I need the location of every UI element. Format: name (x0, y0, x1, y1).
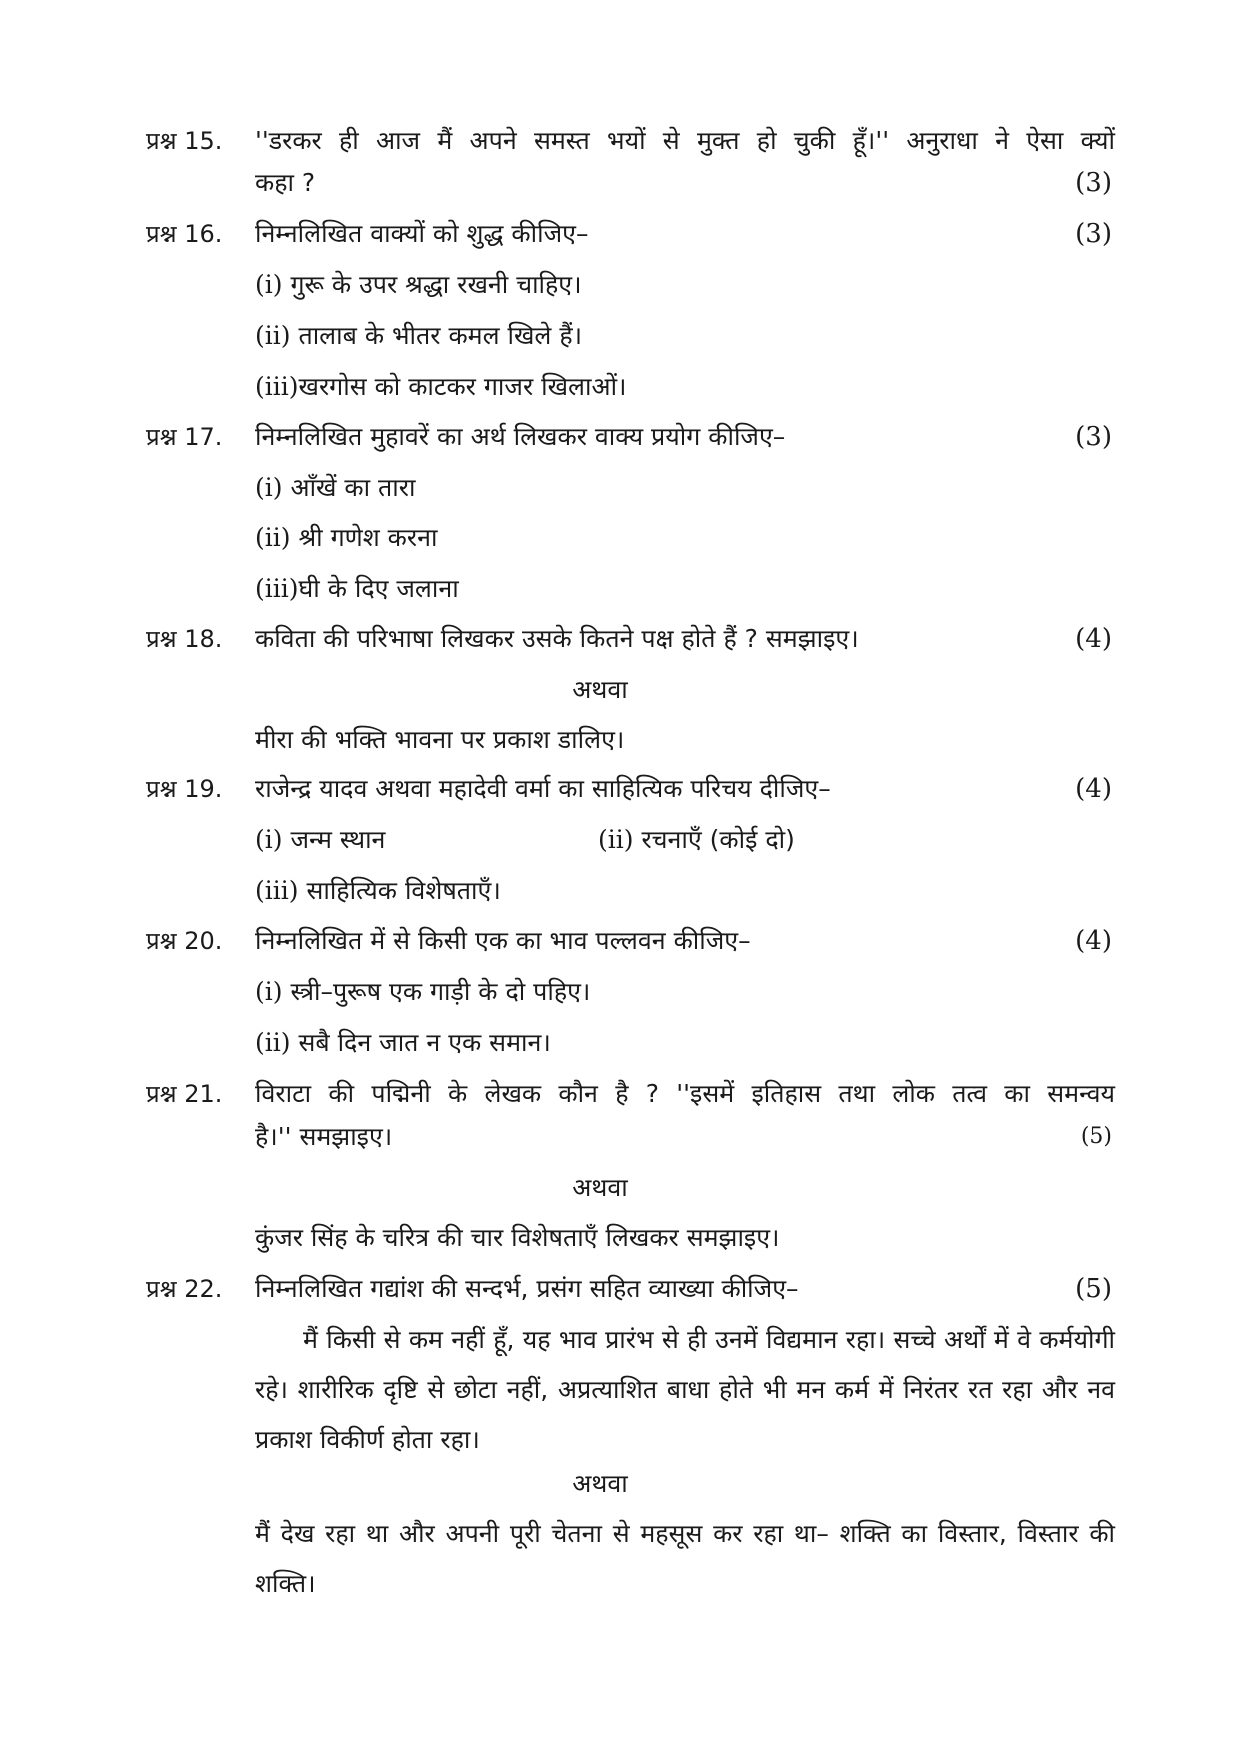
question-number-21: प्रश्न 21. (146, 1080, 223, 1108)
question-19-marks: (4) (1075, 774, 1112, 804)
question-number-15: प्रश्न 15. (146, 127, 223, 155)
question-16-item: (iii)खरगोस को काटकर गाजर खिलाओं। (255, 372, 627, 401)
question-21-marks: (5) (1080, 1124, 1112, 1149)
question-17-text: निम्नलिखित मुहावरें का अर्थ लिखकर वाक्य प्रयोग कीजिए– (255, 422, 786, 451)
question-number-19: प्रश्न 19. (146, 775, 223, 803)
question-20-text: निम्नलिखित में से किसी एक का भाव पल्लवन कीजिए– (255, 926, 751, 955)
question-16-text: निम्नलिखित वाक्यों को शुद्ध कीजिए– (255, 219, 589, 248)
question-22-alternative-passage: मैं देख रहा था और अपनी पूरी चेतना से महसूस कर रहा था– शक्ति का विस्तार, विस्तार की शक्ति। (255, 1519, 1115, 1598)
question-number-20: प्रश्न 20. (146, 927, 223, 955)
question-16-marks: (3) (1075, 219, 1112, 249)
question-15-marks: (3) (1075, 168, 1112, 198)
question-17-item: (iii)घी के दिए जलाना (255, 574, 459, 603)
question-number-16: प्रश्न 16. (146, 220, 223, 248)
question-number-18: प्रश्न 18. (146, 625, 223, 653)
question-22-passage: मैं किसी से कम नहीं हूँ, यह भाव प्रारंभ से ही उनमें विद्यमान रहा। सच्चे अर्थों में वे कर्मयोगी रहे। शारीरिक दृष्टि से छोटा नहीं, अप्रत्याशित बाधा होते भी मन कर्म में निरंतर रत रहा और नव प्रकाश विकीर्ण होता रहा। (255, 1325, 1115, 1454)
question-15-text-line2: कहा ? (255, 168, 316, 197)
question-18-text: कविता की परिभाषा लिखकर उसके कितने पक्ष होते हैं ? समझाइए। (255, 624, 859, 653)
question-19-item: (iii) साहित्यिक विशेषताएँ। (255, 876, 501, 905)
question-number-22: प्रश्न 22. (146, 1275, 223, 1303)
question-20-marks: (4) (1075, 926, 1112, 956)
question-16-item: (i) गुरू के उपर श्रद्धा रखनी चाहिए। (255, 270, 582, 299)
question-20-item: (ii) सबै दिन जात न एक समान। (255, 1028, 551, 1057)
question-20-item: (i) स्त्री–पुरूष एक गाड़ी के दो पहिए। (255, 977, 591, 1006)
question-19-item: (ii) रचनाएँ (कोई दो) (598, 825, 795, 854)
question-16-item: (ii) तालाब के भीतर कमल खिले हैं। (255, 321, 583, 350)
question-number-17: प्रश्न 17. (146, 423, 223, 451)
or-separator: अथवा (572, 1173, 628, 1202)
question-22-text: निम्नलिखित गद्यांश की सन्दर्भ, प्रसंग सहित व्याख्या कीजिए– (255, 1274, 799, 1303)
question-17-item: (ii) श्री गणेश करना (255, 523, 438, 552)
question-19-text: राजेन्द्र यादव अथवा महादेवी वर्मा का साहित्यिक परिचय दीजिए– (255, 774, 831, 803)
question-17-item: (i) आँखें का तारा (255, 473, 416, 502)
or-separator: अथवा (572, 675, 628, 704)
or-separator: अथवा (572, 1469, 628, 1498)
question-21-text-line1: विराटा की पद्मिनी के लेखक कौन है ? ''इसमें इतिहास तथा लोक तत्व का समन्वय (255, 1079, 1115, 1108)
question-22-marks: (5) (1075, 1274, 1112, 1304)
question-18-alternative: मीरा की भक्ति भावना पर प्रकाश डालिए। (255, 725, 625, 754)
question-21-alternative: कुंजर सिंह के चरित्र की चार विशेषताएँ लिखकर समझाइए। (255, 1223, 780, 1252)
question-17-marks: (3) (1075, 422, 1112, 452)
question-21-text-line2: है।'' समझाइए। (255, 1122, 393, 1151)
question-15-text-line1: ''डरकर ही आज मैं अपने समस्त भयों से मुक्त हो चुकी हूँ।'' अनुराधा ने ऐसा क्यों (255, 126, 1115, 155)
question-18-marks: (4) (1075, 624, 1112, 654)
question-19-item: (i) जन्म स्थान (255, 825, 386, 854)
